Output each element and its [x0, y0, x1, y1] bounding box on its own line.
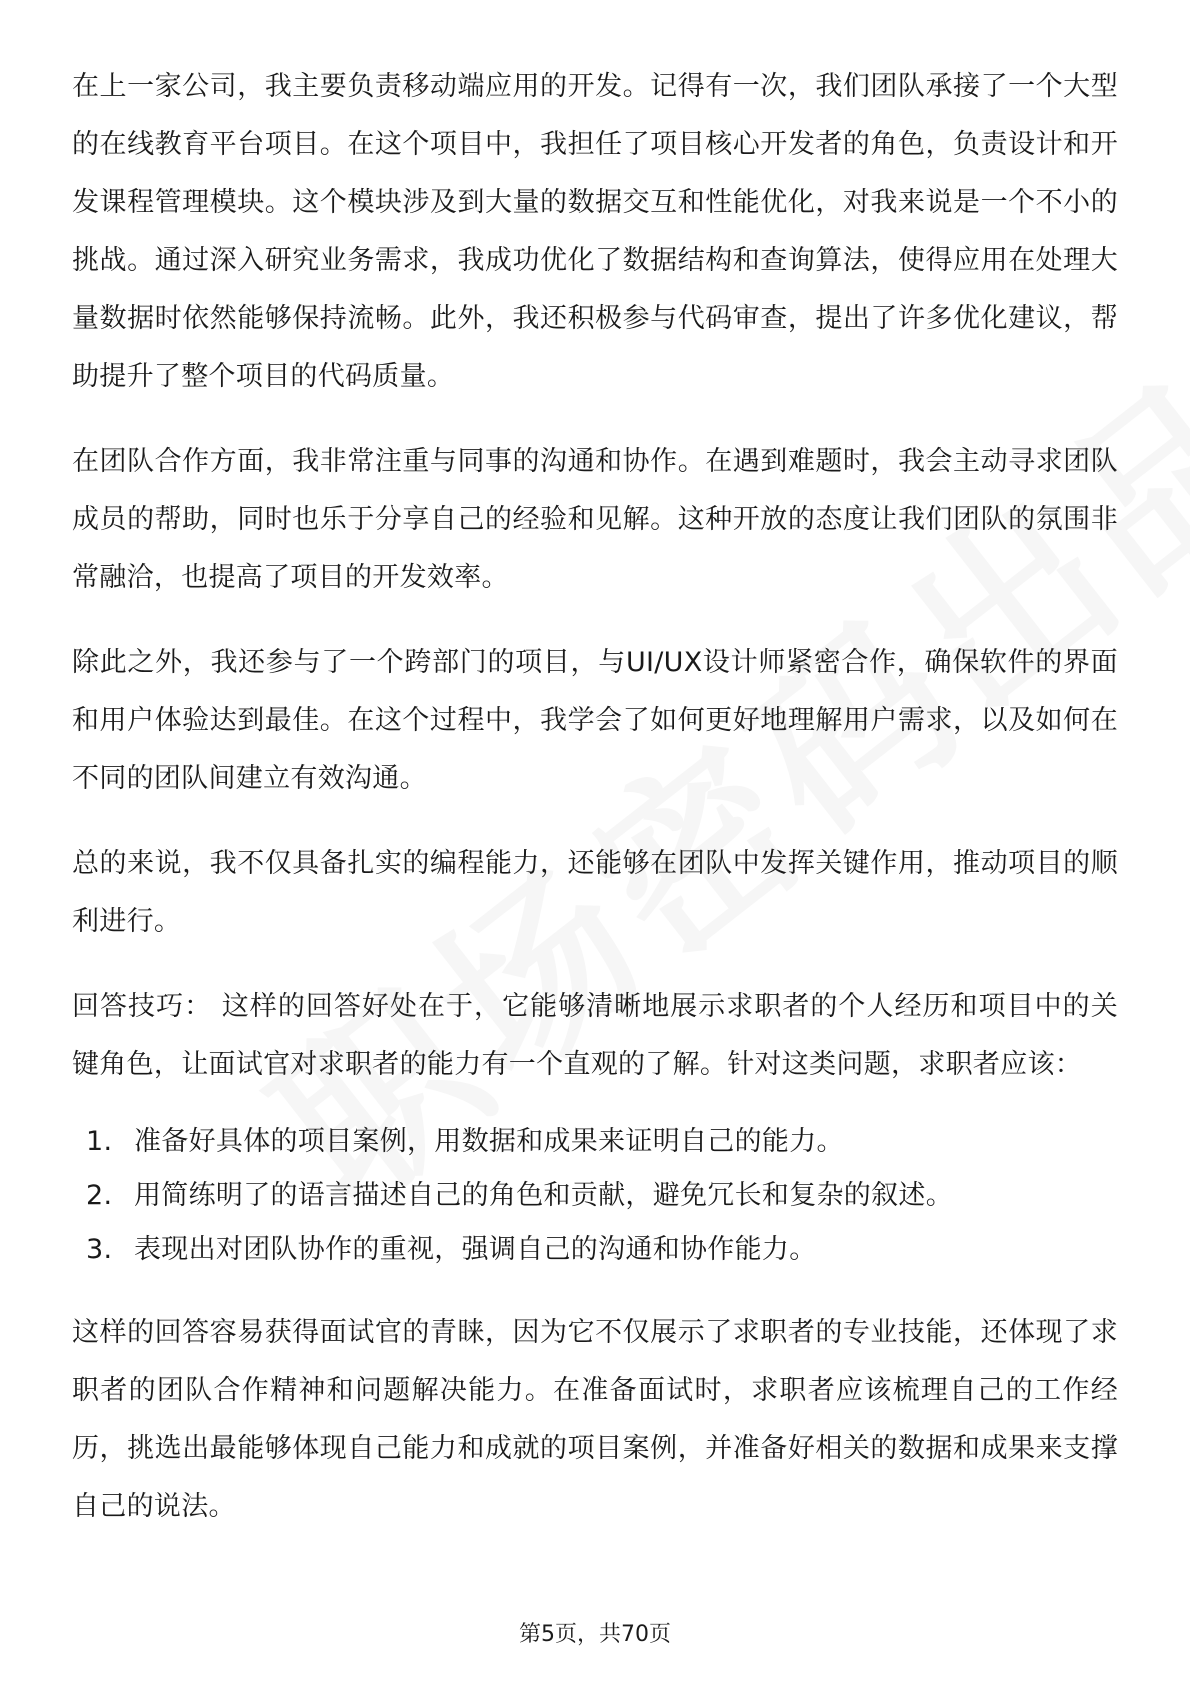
paragraph-closing: 这样的回答容易获得面试官的青睐，因为它不仅展示了求职者的专业技能，还体现了求职者的团队合作精神和问题解决能力。在准备面试时，求职者应该梳理自己的工作经历，挑选出最能够体现自己能力和成就的项目案例，并准备好相关的数据和成果来支撑自己的说法。: [72, 1317, 1118, 1522]
list-item: [72, 1169, 1118, 1223]
page-number-footer: 第5页，共70页: [519, 1622, 671, 1647]
list-number: 2.: [86, 1180, 113, 1211]
list-item: [72, 1223, 1118, 1277]
list-text: 用简练明了的语言描述自己的角色和贡献，避免冗长和复杂的叙述。: [134, 1180, 953, 1211]
list-text: 准备好具体的项目案例，用数据和成果来证明自己的能力。: [134, 1126, 844, 1157]
paragraph-answer-tips: 回答技巧： 这样的回答好处在于，它能够清晰地展示求职者的个人经历和项目中的关键角色，让面试官对求职者的能力有一个直观的了解。针对这类问题，求职者应该：: [72, 991, 1118, 1080]
tips-list: [72, 1115, 1118, 1277]
list-number: 1.: [86, 1126, 113, 1157]
paragraph-teamwork: 在团队合作方面，我非常注重与同事的沟通和协作。在遇到难题时，我会主动寻求团队成员的帮助，同时也乐于分享自己的经验和见解。这种开放的态度让我们团队的氛围非常融洽，也提高了项目的开发效率。: [72, 446, 1118, 593]
paragraph-cross-department: 除此之外，我还参与了一个跨部门的项目，与UI/UX设计师紧密合作，确保软件的界面和用户体验达到最佳。在这个过程中，我学会了如何更好地理解用户需求，以及如何在不同的团队间建立有效沟通。: [72, 647, 1118, 794]
document-body: [72, 58, 1118, 1563]
paragraph-experience: 在上一家公司，我主要负责移动端应用的开发。记得有一次，我们团队承接了一个大型的在线教育平台项目。在这个项目中，我担任了项目核心开发者的角色，负责设计和开发课程管理模块。这个模块涉及到大量的数据交互和性能优化，对我来说是一个不小的挑战。通过深入研究业务需求，我成功优化了数据结构和查询算法，使得应用在处理大量数据时依然能够保持流畅。此外，我还积极参与代码审查，提出了许多优化建议，帮助提升了整个项目的代码质量。: [72, 71, 1118, 392]
paragraph-summary: 总的来说，我不仅具备扎实的编程能力，还能够在团队中发挥关键作用，推动项目的顺利进行。: [72, 848, 1118, 937]
list-text: 表现出对团队协作的重视，强调自己的沟通和协作能力。: [134, 1234, 817, 1265]
list-item: [72, 1115, 1118, 1169]
list-number: 3.: [86, 1234, 113, 1265]
